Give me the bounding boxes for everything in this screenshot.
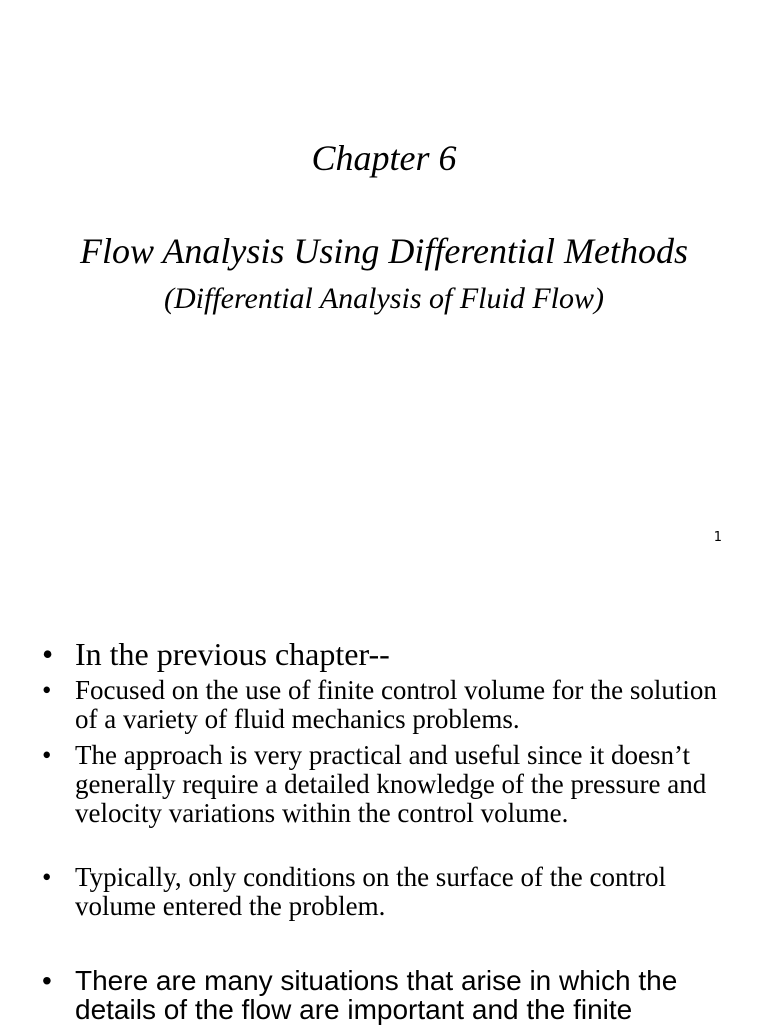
bullet-icon: •	[42, 636, 54, 672]
bullet-text: The approach is very practical and useful since it doesn’t generally require a detailed knowledge of the pressure and velocity variations within the control volume.	[75, 740, 707, 828]
chapter-heading: Chapter 6	[311, 138, 457, 178]
bullet-text: Typically, only conditions on the surface of the control volume entered the problem.	[75, 862, 666, 921]
bullet-icon: •	[42, 675, 52, 705]
bullet-icon: •	[42, 965, 52, 996]
bullet-icon: •	[42, 862, 52, 892]
bullet-icon: •	[42, 740, 52, 770]
bullet-text: In the previous chapter--	[75, 636, 390, 672]
page-number: 1	[713, 530, 722, 545]
slide-subtitle: (Differential Analysis of Fluid Flow)	[164, 282, 604, 315]
bullet-text: Focused on the use of finite control volume for the solution of a variety of fluid mechanics problems.	[75, 675, 717, 734]
slide-title: Flow Analysis Using Differential Methods	[80, 231, 688, 271]
bullet-text: There are many situations that arise in which the details of the flow are important and the finite	[75, 965, 678, 1025]
content-slide	[0, 576, 768, 1024]
